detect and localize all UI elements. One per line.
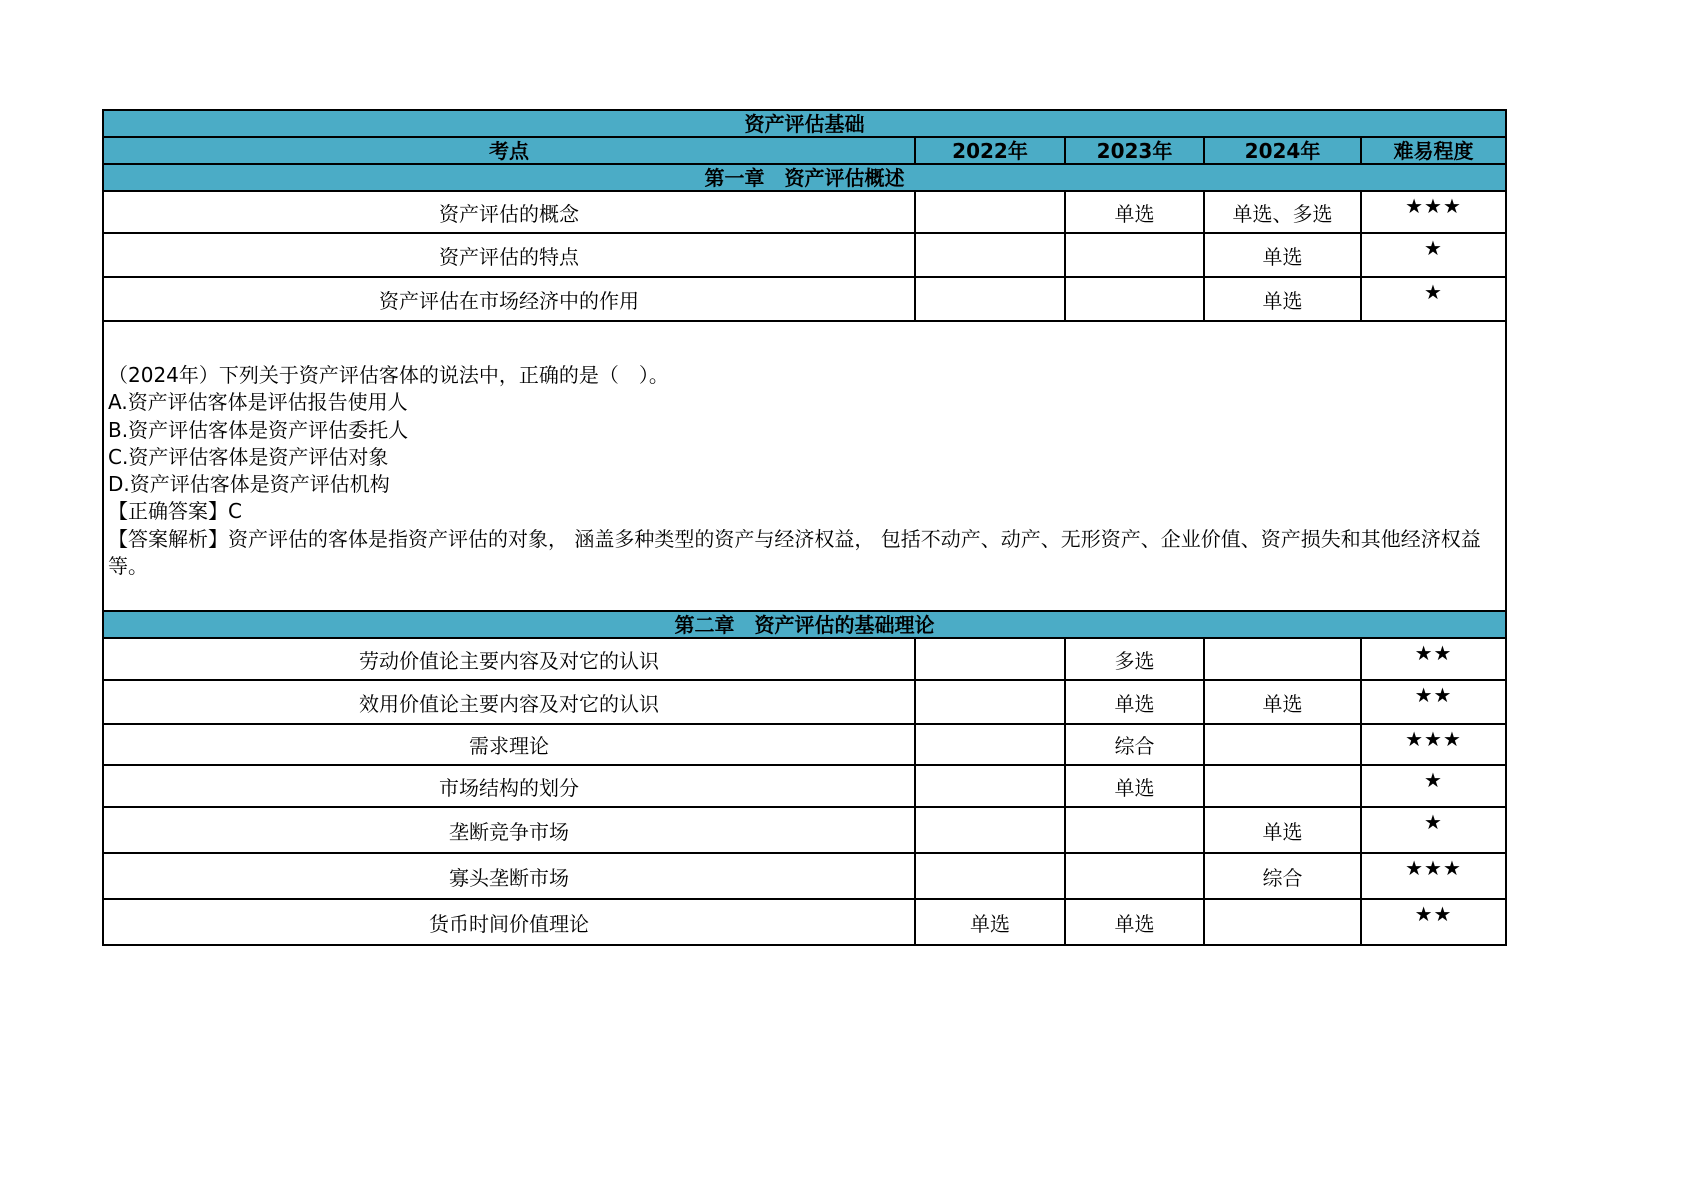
year-2023-cell — [1065, 807, 1204, 853]
year-2024-cell: 单选、多选 — [1204, 191, 1361, 233]
year-2022-cell — [915, 807, 1065, 853]
column-header-topic: 考点 — [103, 137, 915, 164]
table-row — [103, 899, 1506, 945]
table-row — [103, 853, 1506, 899]
year-2023-cell: 综合 — [1065, 724, 1204, 765]
year-2023-cell — [1065, 233, 1204, 277]
difficulty-stars: ★★ — [1361, 680, 1506, 724]
year-2023-cell: 单选 — [1065, 191, 1204, 233]
table-row — [103, 807, 1506, 853]
topic-cell: 劳动价值论主要内容及对它的认识 — [103, 638, 915, 680]
topic-cell: 货币时间价值理论 — [103, 899, 915, 945]
question-option-d: D.资产评估客体是资产评估机构 — [108, 472, 390, 497]
table-row — [103, 680, 1506, 724]
chapter-header-row — [103, 164, 1506, 191]
question-block — [103, 321, 1506, 611]
year-2022-cell — [915, 638, 1065, 680]
year-2022-cell — [915, 724, 1065, 765]
topic-cell: 效用价值论主要内容及对它的认识 — [103, 680, 915, 724]
year-2023-cell: 单选 — [1065, 765, 1204, 807]
question-answer: 【正确答案】C — [108, 499, 242, 524]
question-option-b: B.资产评估客体是资产评估委托人 — [108, 417, 409, 442]
question-option-a: A.资产评估客体是评估报告使用人 — [108, 390, 408, 415]
question-row — [103, 321, 1506, 611]
table-row — [103, 724, 1506, 765]
topic-cell: 寡头垄断市场 — [103, 853, 915, 899]
table-title: 资产评估基础 — [103, 110, 1506, 137]
column-header-difficulty: 难易程度 — [1361, 137, 1506, 164]
difficulty-stars: ★★★ — [1361, 191, 1506, 233]
chapter-1-title: 第一章 资产评估概述 — [103, 164, 1506, 191]
difficulty-stars: ★★ — [1361, 638, 1506, 680]
column-header-2024: 2024年 — [1204, 137, 1361, 164]
year-2024-cell: 单选 — [1204, 233, 1361, 277]
topic-cell: 市场结构的划分 — [103, 765, 915, 807]
table-row — [103, 765, 1506, 807]
year-2024-cell: 单选 — [1204, 680, 1361, 724]
year-2023-cell: 单选 — [1065, 680, 1204, 724]
difficulty-stars: ★★ — [1361, 899, 1506, 945]
question-option-c: C.资产评估客体是资产评估对象 — [108, 444, 389, 469]
year-2024-cell — [1204, 638, 1361, 680]
year-2023-cell: 多选 — [1065, 638, 1204, 680]
year-2024-cell — [1204, 899, 1361, 945]
question-stem: （2024年）下列关于资产评估客体的说法中，正确的是（ ）。 — [108, 363, 669, 387]
year-2022-cell — [915, 277, 1065, 321]
year-2024-cell — [1204, 724, 1361, 765]
table-row — [103, 638, 1506, 680]
year-2023-cell: 单选 — [1065, 899, 1204, 945]
topic-cell: 资产评估在市场经济中的作用 — [103, 277, 915, 321]
difficulty-stars: ★ — [1361, 233, 1506, 277]
table-row — [103, 233, 1506, 277]
year-2022-cell — [915, 233, 1065, 277]
table-title-row — [103, 110, 1506, 137]
question-analysis: 【答案解析】资产评估的客体是指资产评估的对象， 涵盖多种类型的资产与经济权益， 包括不动产、动产、无形资产、企业价值、资产损失和其他经济权益等。 — [108, 526, 1481, 579]
topic-cell: 需求理论 — [103, 724, 915, 765]
year-2023-cell — [1065, 277, 1204, 321]
year-2024-cell: 综合 — [1204, 853, 1361, 899]
year-2022-cell — [915, 765, 1065, 807]
topic-cell: 资产评估的特点 — [103, 233, 915, 277]
difficulty-stars: ★ — [1361, 807, 1506, 853]
topic-cell: 垄断竞争市场 — [103, 807, 915, 853]
column-header-2022: 2022年 — [915, 137, 1065, 164]
topic-cell: 资产评估的概念 — [103, 191, 915, 233]
table-row — [103, 277, 1506, 321]
column-header-row — [103, 137, 1506, 164]
year-2022-cell: 单选 — [915, 899, 1065, 945]
year-2024-cell: 单选 — [1204, 277, 1361, 321]
table-row — [103, 191, 1506, 233]
difficulty-stars: ★★★ — [1361, 853, 1506, 899]
chapter-2-title: 第二章 资产评估的基础理论 — [103, 611, 1506, 638]
year-2023-cell — [1065, 853, 1204, 899]
year-2024-cell: 单选 — [1204, 807, 1361, 853]
year-2022-cell — [915, 680, 1065, 724]
difficulty-stars: ★★★ — [1361, 724, 1506, 765]
year-2022-cell — [915, 191, 1065, 233]
year-2022-cell — [915, 853, 1065, 899]
chapter-header-row — [103, 611, 1506, 638]
difficulty-stars: ★ — [1361, 765, 1506, 807]
column-header-2023: 2023年 — [1065, 137, 1204, 164]
exam-points-table — [102, 109, 1507, 946]
year-2024-cell — [1204, 765, 1361, 807]
difficulty-stars: ★ — [1361, 277, 1506, 321]
